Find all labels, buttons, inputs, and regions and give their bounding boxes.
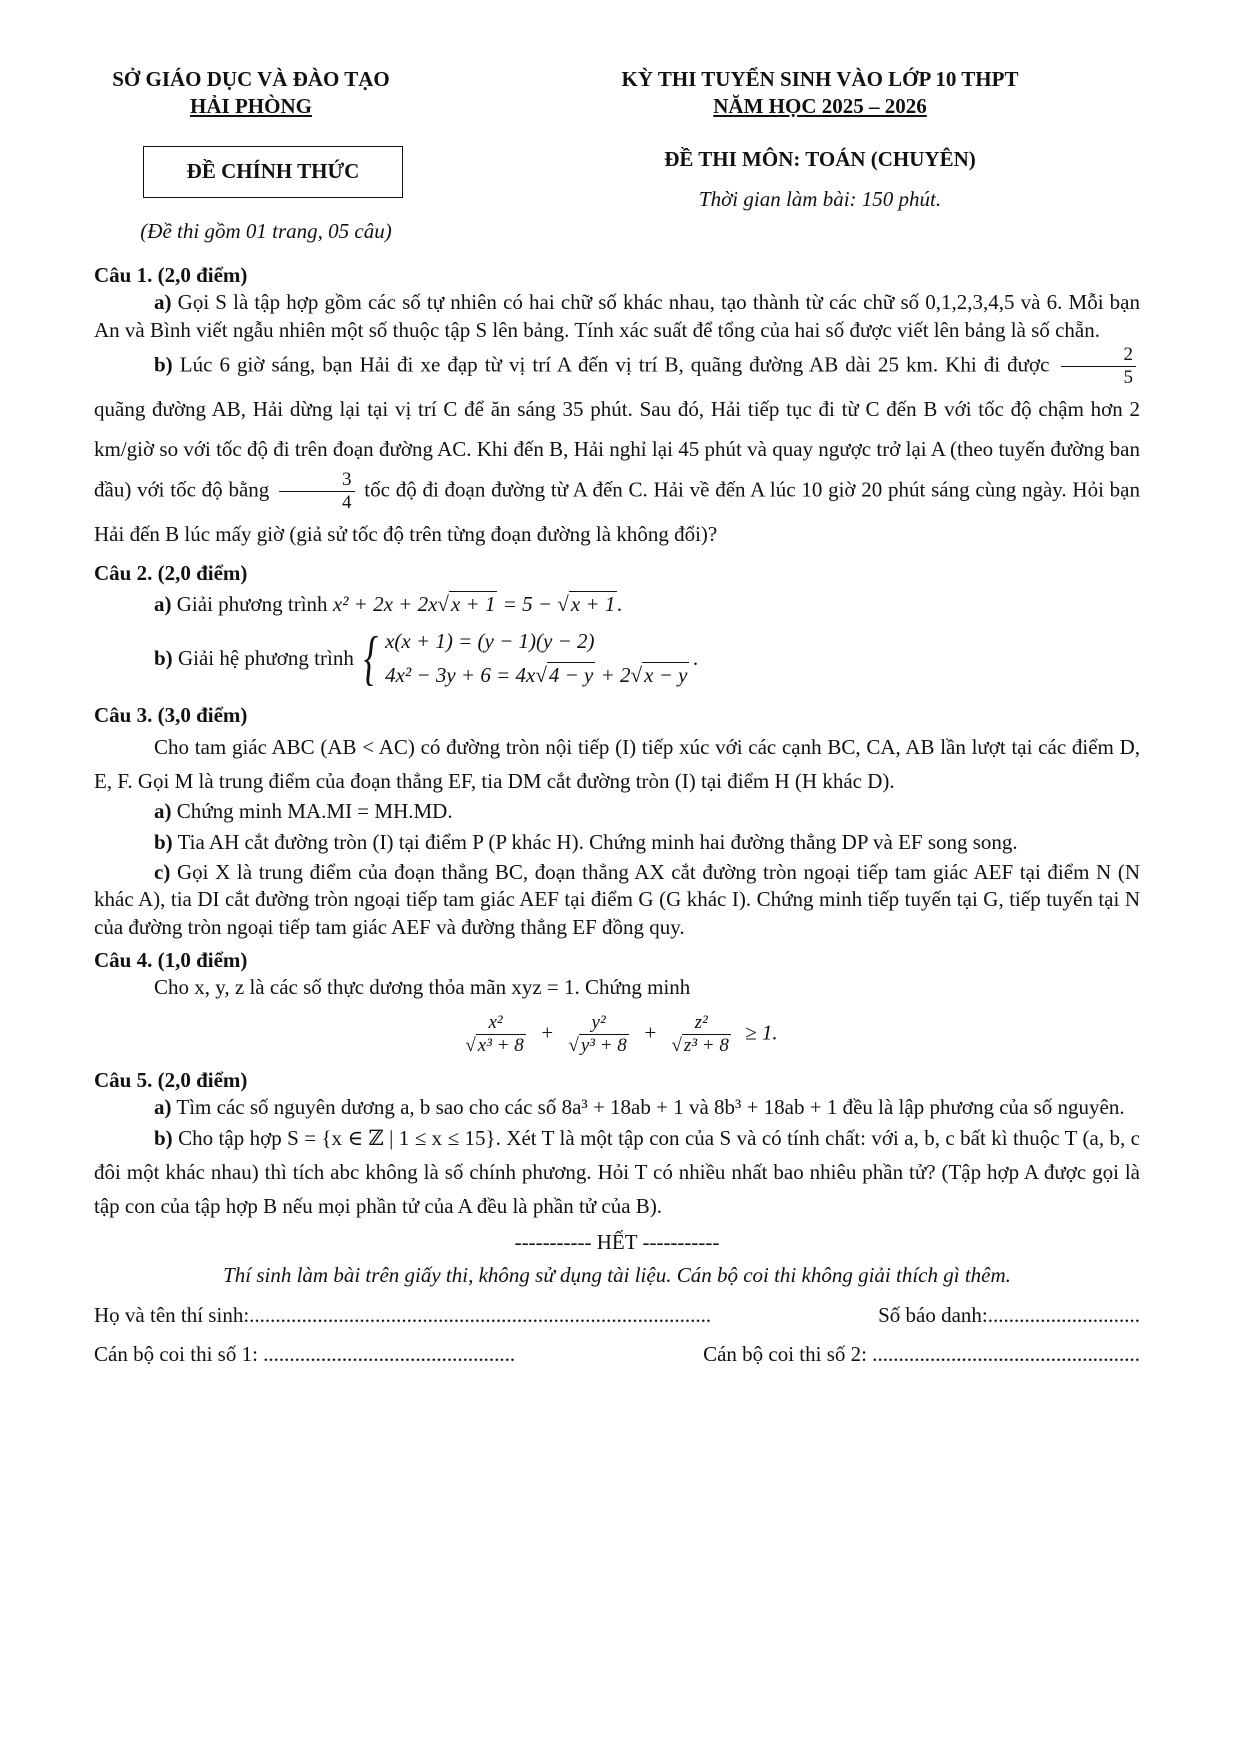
- q1a-text: Gọi S là tập hợp gồm các số tự nhiên có hai chữ số khác nhau, tạo thành từ các chữ số 0,1,2,3,4,5 và 6. Mỗi bạn An và Bình viết ngẫu nhiên một số thuộc tập S lên bảng. Tính xác suất để tổng của hai số được viết lên bảng là số chẵn.: [94, 290, 1141, 342]
- candidate-id-field: Số báo danh:.............................: [878, 1302, 1140, 1327]
- q2b-system: { x(x + 1) = (y − 1)(y − 2) 4x² − 3y + 6 = 4x√4 − y + 2√x − y .: [363, 625, 699, 692]
- q1-title: Câu 1. (2,0 điểm): [94, 263, 248, 287]
- fraction-two-fifths: $\frac{2}{5}$: [1061, 344, 1137, 389]
- city-name: HẢI PHÒNG: [190, 94, 312, 118]
- q2b-eq2: 4x² − 3y + 6 = 4x√4 − y + 2√x − y: [385, 663, 688, 688]
- department-header: [86, 66, 416, 120]
- exam-title: KỲ THI TUYỂN SINH VÀO LỚP 10 THPT: [621, 67, 1019, 91]
- q1b: [94, 344, 1140, 554]
- q4-inequality: $\frac{\text{x²}}{\text{√ x³ + 8}}$ + $\frac{\text{y²}}{\text{√ y³ + 8}}$ + $\frac{\text{z²}}{\text{√ z³ + 8}}$ ≥ 1.: [94, 1012, 1140, 1057]
- q1b-label: b): [154, 352, 173, 377]
- q2b: b) Giải hệ phương trình { x(x + 1) = (y − 1)(y − 2) 4x² − 3y + 6 = 4x√4 − y + 2√x − y .: [154, 625, 699, 692]
- q1b-text-1: Lúc 6 giờ sáng, bạn Hải đi xe đạp từ vị trí A đến vị trí B, quãng đường AB dài 25 km. Khi đi được: [179, 352, 1050, 377]
- q3b: b) Tia AH cắt đường tròn (I) tại điểm P (P khác H). Chứng minh hai đường thẳng DP và EF song song.: [154, 830, 1018, 855]
- fraction-three-quarters: $\frac{3}{4}$: [279, 469, 355, 514]
- exam-note: Thí sinh làm bài trên giấy thi, không sử dụng tài liệu. Cán bộ coi thi không giải thích gì thêm.: [223, 1263, 1011, 1288]
- q3-intro: Cho tam giác ABC (AB < AC) có đường tròn nội tiếp (I) tiếp xúc với các cạnh BC, CA, AB lần lượt tại các điểm D, E, F. Gọi M là trung điểm của đoạn thẳng EF, tia DM cắt đường tròn (I) tại điểm H (H khác D).: [94, 734, 1140, 793]
- q3a: a) Chứng minh MA.MI = MH.MD.: [154, 798, 453, 823]
- q4-intro: Cho x, y, z là các số thực dương thỏa mãn xyz = 1. Chứng minh: [154, 975, 691, 1000]
- time-limit: Thời gian làm bài: 150 phút.: [698, 187, 942, 211]
- q2-title: Câu 2. (2,0 điểm): [94, 560, 248, 585]
- q1b-text-2: quãng đường AB, Hải dừng lại tại vị trí C để ăn sáng 35 phút. Sau đó, Hải tiếp tục đi từ C đến B với tốc độ chậm hơn 2 km/giờ so với tốc độ đi trên đoạn đường AC. Khi đến B, Hải nghỉ lại 45 phút và quay ngược trở lại A (theo tuyến đường ban đầu) với tốc độ bằng: [94, 396, 1140, 502]
- department-name: SỞ GIÁO DỤC VÀ ĐÀO TẠO: [112, 67, 390, 91]
- q4-term-y: $\frac{\text{y²}}{\text{√ y³ + 8}}$: [568, 1011, 627, 1056]
- q4-term-x: $\frac{\text{x²}}{\text{√ x³ + 8}}$: [465, 1011, 524, 1056]
- proctor-2-field: Cán bộ coi thi số 2: ...................................................: [703, 1342, 1140, 1367]
- q2a: a) Giải phương trình x² + 2x + 2x√x + 1 = 5 − √x + 1.: [154, 592, 623, 617]
- q2b-eq1: x(x + 1) = (y − 1)(y − 2): [385, 629, 595, 654]
- q3c: c) Gọi X là trung điểm của đoạn thẳng BC, đoạn thẳng AX cắt đường tròn ngoại tiếp tam giác AEF tại điểm N (N khác A), tia DI cắt đường tròn ngoại tiếp tam giác AEF tại điểm G (G khác I). Chứng minh tiếp tuyến tại G, tiếp tuyến tại N của đường tròn ngoại tiếp tam giác AEF và đường thẳng EF đồng quy.: [94, 860, 1140, 939]
- candidate-name-field: Họ và tên thí sinh:........................................................................................: [94, 1302, 712, 1327]
- proctor-1-field: Cán bộ coi thi số 1: ................................................: [94, 1342, 516, 1367]
- q5a: a) Tìm các số nguyên dương a, b sao cho các số 8a³ + 18ab + 1 và 8b³ + 18ab + 1 đều là lập phương của số nguyên.: [154, 1094, 1125, 1119]
- school-year: NĂM HỌC 2025 – 2026: [713, 94, 927, 118]
- end-marker: ----------- HẾT -----------: [514, 1230, 720, 1255]
- exam-content: [94, 256, 1140, 1368]
- q4-term-z: $\frac{\text{z²}}{\text{√ z³ + 8}}$: [671, 1011, 729, 1056]
- q1a: [94, 289, 1140, 344]
- q2a-equation: x² + 2x + 2x√x + 1 = 5 − √x + 1.: [332, 592, 623, 617]
- q3-title: Câu 3. (3,0 điểm): [94, 703, 248, 728]
- official-label: ĐỀ CHÍNH THỨC: [186, 159, 360, 184]
- q5b: b) Cho tập hợp S = {x ∈ ℤ | 1 ≤ x ≤ 15}. Xét T là một tập con của S và có tính chất: với a, b, c bất kì thuộc T (a, b, c đôi một khác nhau) thì tích abc không là số chính phương. Hỏi T có nhiều nhất bao nhiêu phần tử? (Tập hợp A được gọi là tập con của tập hợp B nếu mọi phần tử của A đều là phần tử của B).: [94, 1126, 1141, 1219]
- official-exam-box: [143, 146, 403, 198]
- q1a-label: a): [154, 290, 172, 315]
- subject-title: ĐỀ THI MÔN: TOÁN (CHUYÊN): [664, 147, 976, 171]
- proctor-line: [94, 1341, 1140, 1368]
- pages-note: (Đề thi gồm 01 trang, 05 câu): [140, 219, 392, 243]
- q1b-text-3: tốc độ đi đoạn đường từ A đến C. Hải về đến A lúc 10 giờ 20 phút sáng cùng ngày. Hỏi bạn Hải đến B lúc mấy giờ (giả sử tốc độ trên từng đoạn đường là không đổi)?: [94, 477, 1141, 546]
- q4-title: Câu 4. (1,0 điểm): [94, 947, 248, 972]
- candidate-line: [94, 1302, 1140, 1329]
- q5-title: Câu 5. (2,0 điểm): [94, 1067, 248, 1092]
- exam-header: [560, 66, 1080, 120]
